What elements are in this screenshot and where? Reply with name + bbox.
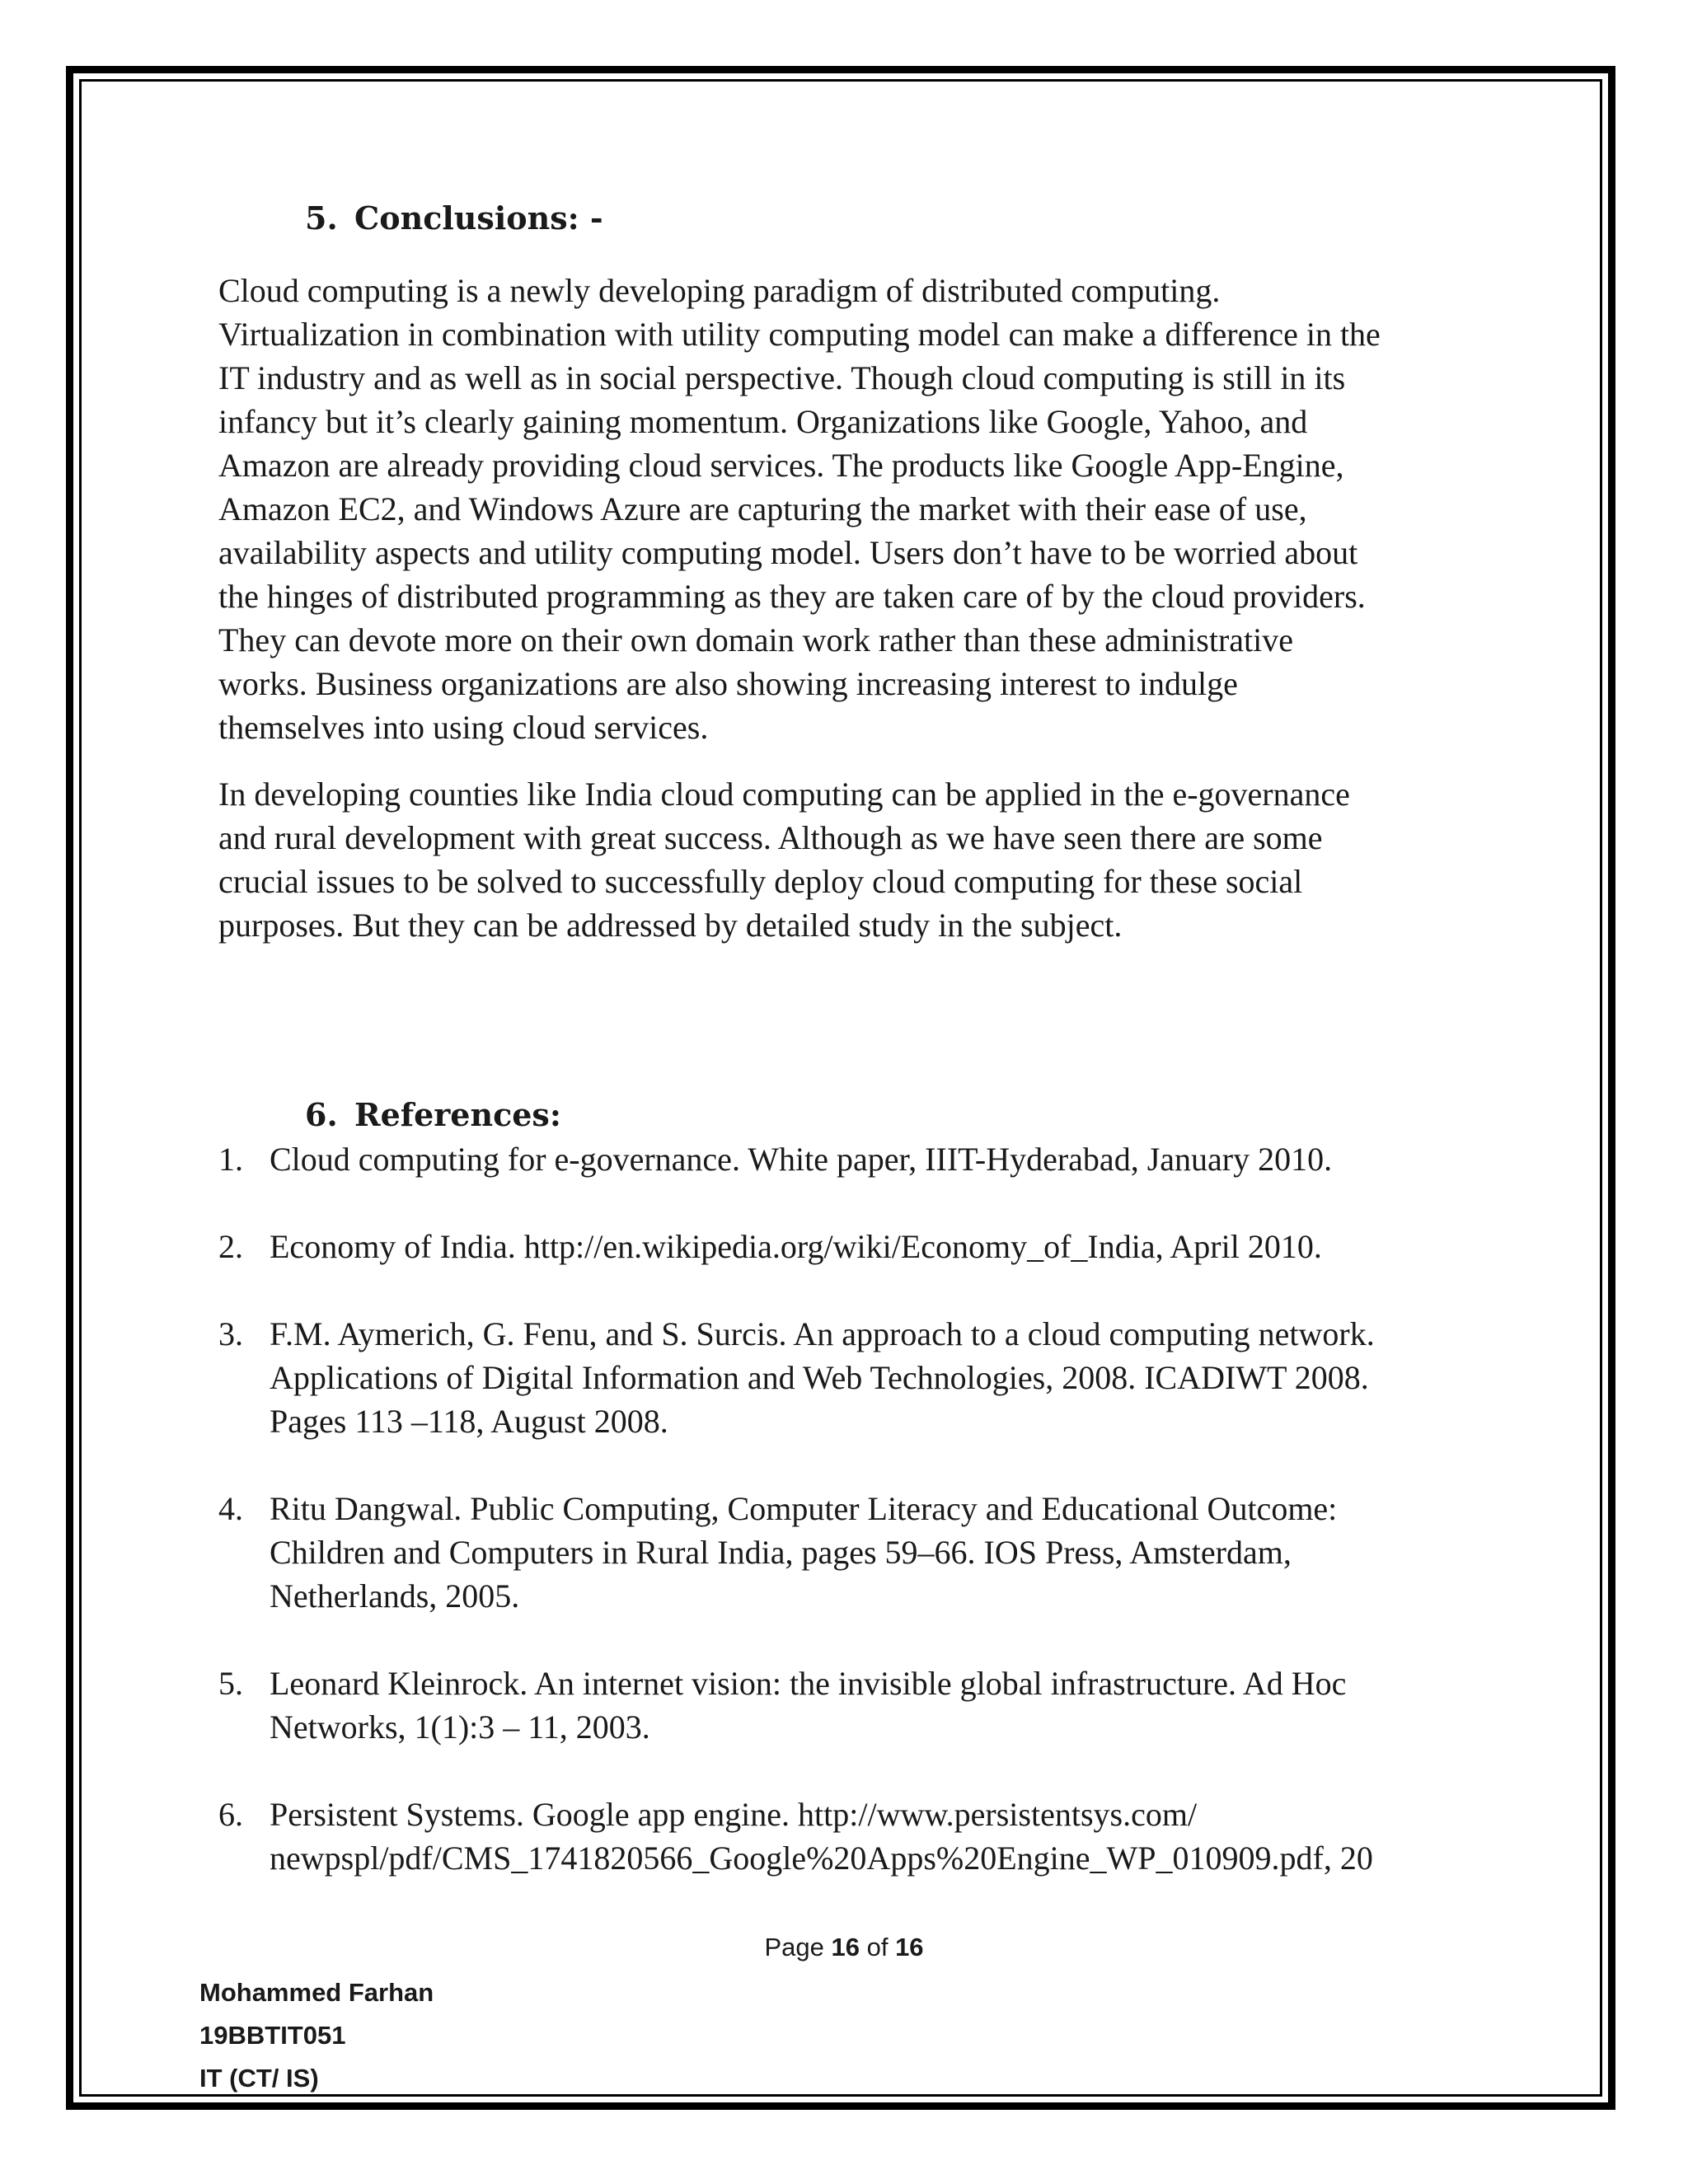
reference-line: Persistent Systems. Google app engine. http://www.persistentsys.com/ xyxy=(270,1796,1198,1833)
reference-line: F.M. Aymerich, G. Fenu, and S. Surcis. An approach to a cloud computing network. xyxy=(270,1315,1375,1352)
conclusions-heading xyxy=(305,199,603,237)
text-line: infancy but it’s clearly gaining momentum. Organizations like Google, Yahoo, and xyxy=(218,403,1308,440)
reference-item xyxy=(218,1793,1504,1880)
author-id: 19BBTIT051 xyxy=(199,2021,346,2050)
page-total: 16 xyxy=(895,1933,924,1961)
page-prefix: Page xyxy=(764,1933,824,1961)
author-name: Mohammed Farhan xyxy=(199,1978,434,2007)
reference-number: 4. xyxy=(218,1490,243,1527)
conclusions-paragraph-2 xyxy=(218,772,1504,947)
conclusions-heading-title: Conclusions: - xyxy=(354,199,603,237)
text-line: Virtualization in combination with utility computing model can make a difference in the xyxy=(218,316,1381,353)
text-line: Amazon EC2, and Windows Azure are capturing the market with their ease of use, xyxy=(218,490,1307,527)
text-line: IT industry and as well as in social perspective. Though cloud computing is still in its xyxy=(218,359,1346,396)
reference-line: Children and Computers in Rural India, pages 59–66. IOS Press, Amsterdam, xyxy=(270,1534,1292,1571)
reference-number: 6. xyxy=(218,1796,243,1833)
reference-line: Leonard Kleinrock. An internet vision: the invisible global infrastructure. Ad Hoc xyxy=(270,1665,1347,1702)
reference-line: Pages 113 –118, August 2008. xyxy=(270,1403,668,1440)
text-line: purposes. But they can be addressed by detailed study in the subject. xyxy=(218,907,1123,944)
reference-line: Netherlands, 2005. xyxy=(270,1577,520,1615)
text-line: In developing counties like India cloud computing can be applied in the e-governance xyxy=(218,776,1350,813)
reference-item xyxy=(218,1487,1504,1618)
reference-item xyxy=(218,1225,1504,1268)
reference-item xyxy=(218,1661,1504,1749)
reference-line: Ritu Dangwal. Public Computing, Computer Literacy and Educational Outcome: xyxy=(270,1490,1338,1527)
text-line: works. Business organizations are also showing increasing interest to indulge xyxy=(218,665,1238,702)
page-number-footer xyxy=(0,1933,1688,1962)
reference-line: Cloud computing for e-governance. White paper, IIIT-Hyderabad, January 2010. xyxy=(270,1141,1333,1178)
author-footer xyxy=(199,1971,434,2100)
text-line: the hinges of distributed programming as they are taken care of by the cloud providers. xyxy=(218,578,1366,615)
author-dept: IT (CT/ IS) xyxy=(199,2064,319,2093)
reference-item xyxy=(218,1312,1504,1443)
references-heading-title: References: xyxy=(354,1096,561,1133)
reference-line: Applications of Digital Information and Web Technologies, 2008. ICADIWT 2008. xyxy=(270,1359,1369,1396)
reference-number: 2. xyxy=(218,1228,243,1265)
text-line: Amazon are already providing cloud services. The products like Google App-Engine, xyxy=(218,447,1344,484)
text-line: availability aspects and utility computing model. Users don’t have to be worried about xyxy=(218,534,1358,571)
conclusions-paragraph-1 xyxy=(218,269,1504,749)
references-heading-number: 6. xyxy=(305,1096,338,1133)
reference-line: newpspl/pdf/CMS_1741820566_Google%20Apps%20Engine_WP_010909.pdf, 20 xyxy=(270,1840,1373,1877)
references-heading xyxy=(305,1096,561,1133)
reference-line: Networks, 1(1):3 – 11, 2003. xyxy=(270,1708,650,1746)
reference-number: 1. xyxy=(218,1141,243,1178)
reference-number: 5. xyxy=(218,1665,243,1702)
text-line: and rural development with great success. Although as we have seen there are some xyxy=(218,819,1323,856)
page-of: of xyxy=(866,1933,889,1961)
text-line: They can devote more on their own domain work rather than these administrative xyxy=(218,621,1294,658)
conclusions-heading-number: 5. xyxy=(305,199,338,237)
references-list xyxy=(218,1137,1504,1924)
reference-line: Economy of India. http://en.wikipedia.org/wiki/Economy_of_India, April 2010. xyxy=(270,1228,1322,1265)
text-line: Cloud computing is a newly developing paradigm of distributed computing. xyxy=(218,272,1221,309)
text-line: themselves into using cloud services. xyxy=(218,709,709,746)
text-line: crucial issues to be solved to successfully deploy cloud computing for these social xyxy=(218,863,1303,900)
reference-number: 3. xyxy=(218,1315,243,1352)
page-current: 16 xyxy=(831,1933,860,1961)
reference-item xyxy=(218,1137,1504,1181)
